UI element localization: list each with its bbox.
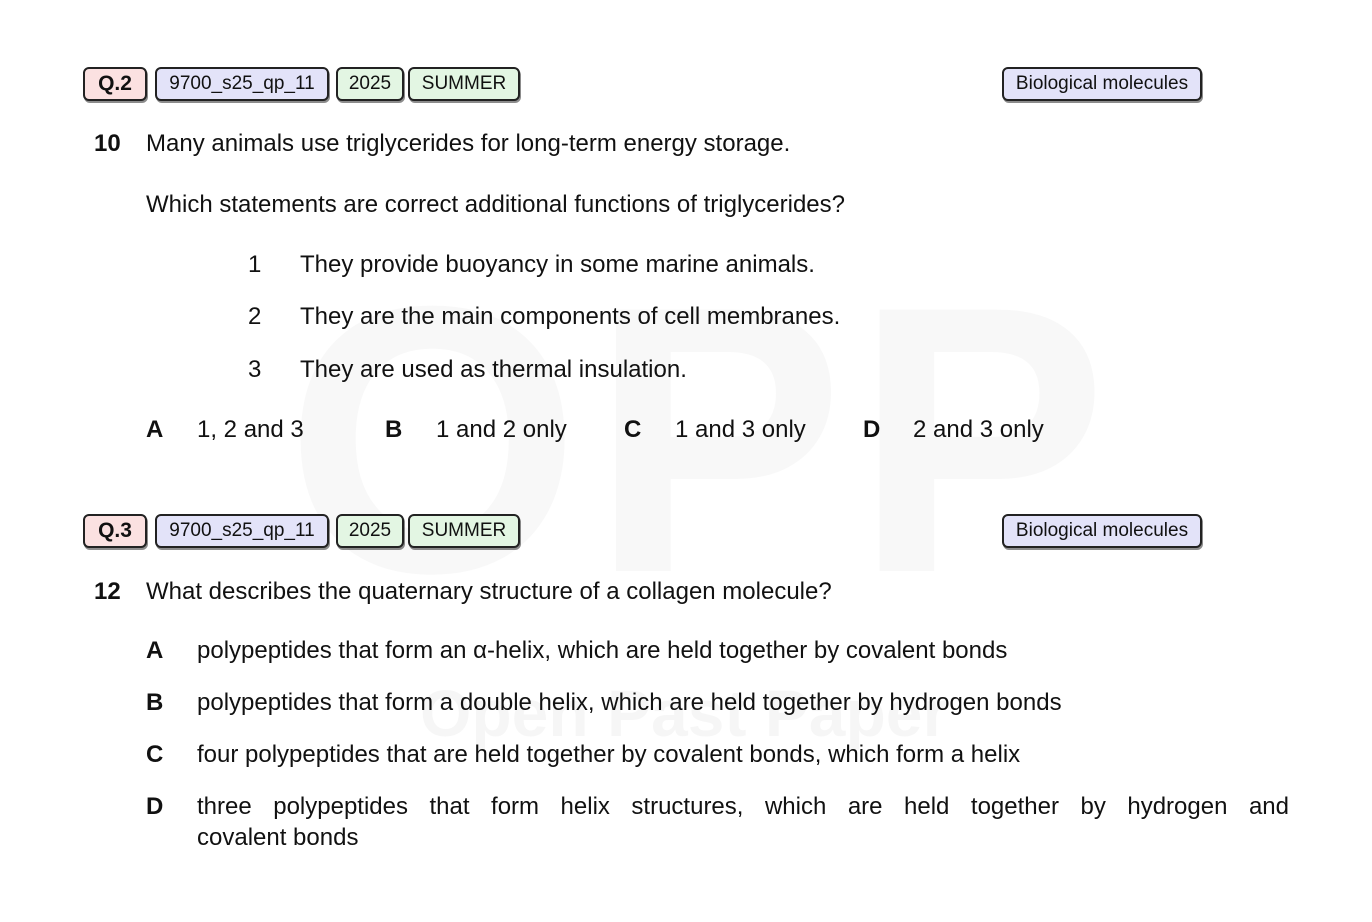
year-badge: 2025 xyxy=(336,514,404,548)
option-text: three polypeptides that form helix structures, which are held together by hydrogen and xyxy=(197,793,1289,820)
topic-badge: Biological molecules xyxy=(1002,67,1202,101)
option-letter: B xyxy=(385,416,403,443)
paper-code-badge: 9700_s25_qp_11 xyxy=(155,67,329,101)
statement-number: 2 xyxy=(248,303,262,330)
option-letter: C xyxy=(146,741,164,768)
option-letter: C xyxy=(624,416,642,443)
question-number: 12 xyxy=(94,578,121,605)
question-prompt: Which statements are correct additional functions of triglycerides? xyxy=(146,191,845,218)
q2-tag-row xyxy=(83,67,1203,105)
option-letter: B xyxy=(146,689,164,716)
question-stem: Many animals use triglycerides for long-term energy storage. xyxy=(146,130,791,157)
statement-number: 1 xyxy=(248,251,262,278)
topic-badge: Biological molecules xyxy=(1002,514,1202,548)
option-letter: A xyxy=(146,637,164,664)
option-text: polypeptides that form an α-helix, which are held together by covalent bonds xyxy=(197,637,1008,664)
question-id-badge: Q.3 xyxy=(83,514,147,548)
year-badge: 2025 xyxy=(336,67,404,101)
option-text: four polypeptides that are held together by covalent bonds, which form a helix xyxy=(197,741,1021,768)
statement-text: They provide buoyancy in some marine animals. xyxy=(300,251,815,278)
option-letter: A xyxy=(146,416,164,443)
option-letter: D xyxy=(146,793,164,820)
option-text: polypeptides that form a double helix, which are held together by hydrogen bonds xyxy=(197,689,1062,716)
option-text-continued: covalent bonds xyxy=(197,824,359,851)
statement-number: 3 xyxy=(248,356,262,383)
statement-text: They are used as thermal insulation. xyxy=(300,356,687,383)
q3-tag-row xyxy=(83,514,1203,552)
option-letter: D xyxy=(863,416,881,443)
question-id-badge: Q.2 xyxy=(83,67,147,101)
question-number: 10 xyxy=(94,130,121,157)
statement-text: They are the main components of cell membranes. xyxy=(300,303,841,330)
option-text: 1 and 2 only xyxy=(436,416,567,443)
option-text: 1 and 3 only xyxy=(675,416,806,443)
season-badge: SUMMER xyxy=(408,67,520,101)
question-stem: What describes the quaternary structure of a collagen molecule? xyxy=(146,578,832,605)
option-text: 2 and 3 only xyxy=(913,416,1044,443)
option-text: 1, 2 and 3 xyxy=(197,416,304,443)
paper-code-badge: 9700_s25_qp_11 xyxy=(155,514,329,548)
season-badge: SUMMER xyxy=(408,514,520,548)
